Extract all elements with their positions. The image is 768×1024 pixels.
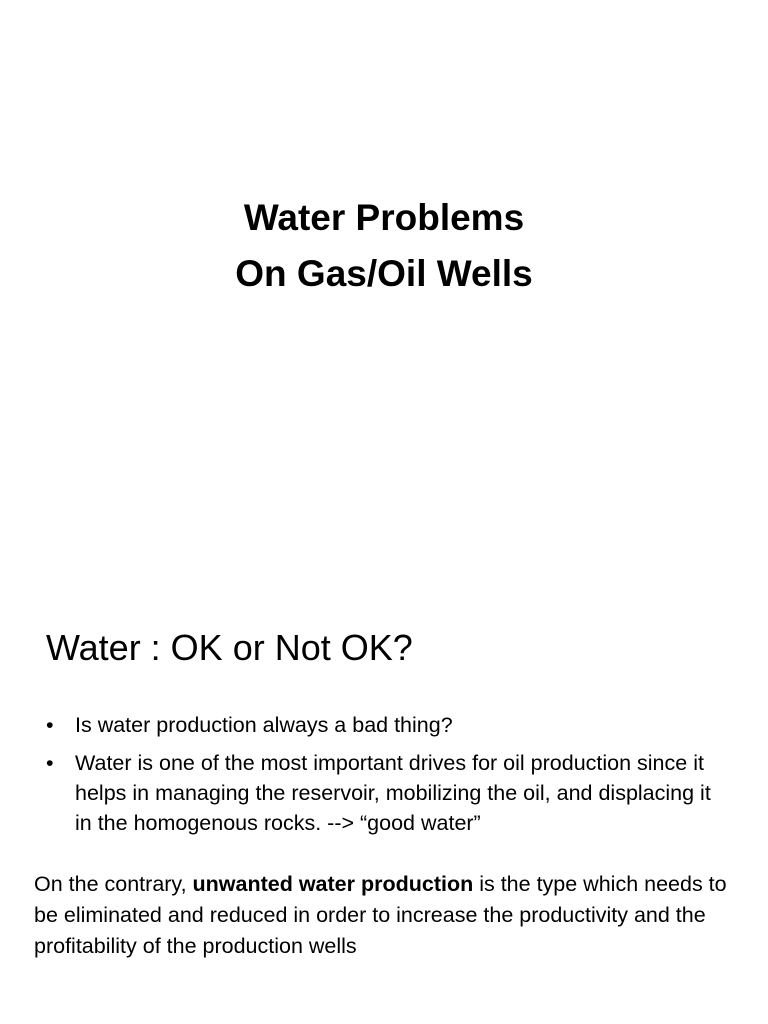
title-line-2: On Gas/Oil Wells xyxy=(235,253,533,294)
paragraph-emphasis: unwanted water production xyxy=(192,872,474,896)
body-paragraph xyxy=(34,869,734,962)
bullet-item xyxy=(46,748,726,838)
slide-heading: Water : OK or Not OK? xyxy=(46,627,413,668)
bullet-item xyxy=(46,710,726,740)
bullet-icon: • xyxy=(46,751,54,775)
bullet-icon: • xyxy=(46,713,54,737)
paragraph-text-before: On the contrary, xyxy=(34,872,193,896)
title-line-1: Water Problems xyxy=(243,197,525,238)
slide-title xyxy=(0,190,768,302)
bullet-list xyxy=(46,710,726,846)
content-slide xyxy=(0,578,768,1024)
bullet-text: Water is one of the most important drives for oil production since it helps in managing the reservoir, mobilizing the oil, and displacing it in the homogenous rocks. --> “good water” xyxy=(75,751,711,835)
paragraph-text-after: is the type which needs to be eliminated and reduced in order to increase the productivity and the profitability of the production wells xyxy=(34,872,727,958)
bullet-text: Is water production always a bad thing? xyxy=(75,713,453,737)
